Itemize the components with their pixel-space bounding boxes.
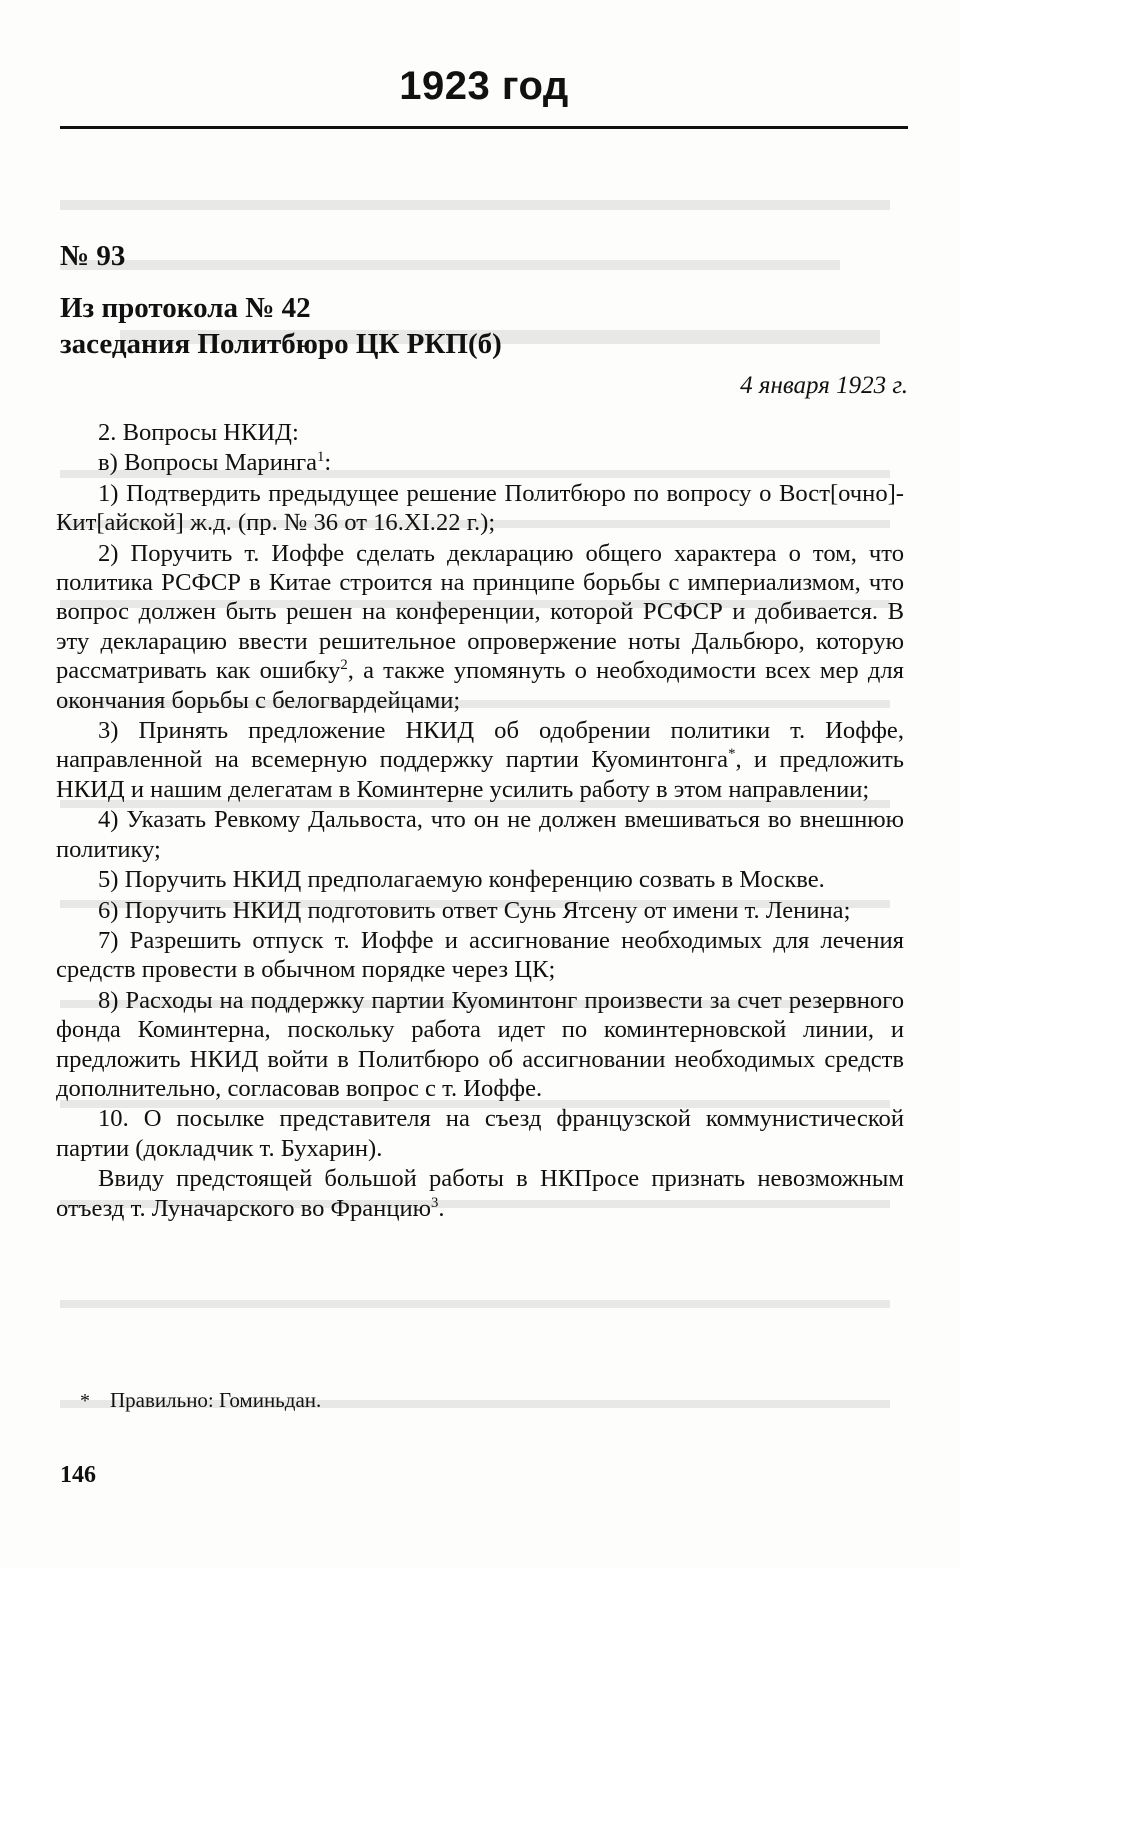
paragraph-item-2v: в) Вопросы Маринга$^1$: bbox=[98, 449, 332, 477]
footnote-ref-1: 1 bbox=[317, 449, 325, 466]
footnote-mark: * bbox=[80, 1390, 90, 1412]
document-title-line-2: заседания Политбюро ЦК РКП(б) bbox=[60, 328, 502, 360]
header-year: 1923 год bbox=[399, 64, 569, 108]
paragraph-item-10: 10. О посылке представителя на съезд французской коммунистической партии (докладчик т. Бухарин). bbox=[56, 1105, 904, 1162]
paragraph-point-6: 6) Поручить НКИД подготовить ответ Сунь Ятсену от имени т. Ленина; bbox=[98, 896, 851, 924]
footnote-text: Правильно: Гоминьдан. bbox=[110, 1388, 322, 1412]
paragraph-point-8: 8) Расходы на поддержку партии Куоминтонг произвести за счет резервного фонда Коминтерна, поскольку работа идет по коминтерновской линии, и предложить НКИД войти в Политбюро об ассигновании необходимых средств дополнительно, согласовав вопрос с т. Иоффе. bbox=[56, 986, 904, 1102]
footnote bbox=[80, 1388, 321, 1413]
document-body bbox=[56, 418, 904, 1224]
paragraph-point-2: 2) Поручить т. Иоффе сделать декларацию общего характера о том, что политика РСФСР в Китае строится на принципе борьбы с империализмом, что вопрос должен быть решен на конференции, которой РСФСР и добивается. В эту декларацию ввести решительное опровержение ноты Дальбюро, которую рассматривать как ошибку$^2$, а также упомянуть о необходимости всех мер для окончания борьбы с белогвардейцами; bbox=[56, 539, 904, 714]
paragraph-decision: Ввиду предстоящей большой работы в НКПросе признать невозможным отъезд т. Луначарского во Францию$^3$. bbox=[56, 1165, 904, 1222]
page-number: 146 bbox=[60, 1462, 96, 1488]
paragraph-point-3: 3) Принять предложение НКИД об одобрении политики т. Иоффе, направленной на всемерную поддержку партии Куоминтонга*, и предложить НКИД и нашим делегатам в Коминтерне усилить работу в этом направлении; bbox=[56, 717, 905, 803]
paragraph-point-4: 4) Указать Ревкому Дальвоста, что он не должен вмешиваться во внешнюю политику; bbox=[56, 806, 904, 863]
paragraph-item-2: 2. Вопросы НКИД: bbox=[98, 419, 299, 446]
document-title-line-1: Из протокола № 42 bbox=[60, 292, 311, 324]
paragraph-point-1: 1) Подтвердить предыдущее решение Политбюро по вопросу о Вост[очно]-Кит[айской] ж.д. (пр. № 36 от 16.XI.22 г.); bbox=[56, 479, 904, 537]
document-date: 4 января 1923 г. bbox=[740, 372, 908, 399]
footnote-ref-star: * bbox=[728, 746, 736, 763]
paragraph-point-7: 7) Разрешить отпуск т. Иоффе и ассигнование необходимых для лечения средств провести в обычном порядке через ЦК; bbox=[56, 926, 904, 984]
running-header bbox=[60, 58, 908, 129]
footnote-ref-2: 2 bbox=[340, 657, 348, 674]
document-title bbox=[60, 290, 860, 362]
paragraph-point-5: 5) Поручить НКИД предполагаемую конференцию созвать в Москве. bbox=[98, 866, 825, 894]
document-number: № 93 bbox=[60, 240, 126, 272]
footnote-ref-3: 3 bbox=[431, 1194, 439, 1211]
